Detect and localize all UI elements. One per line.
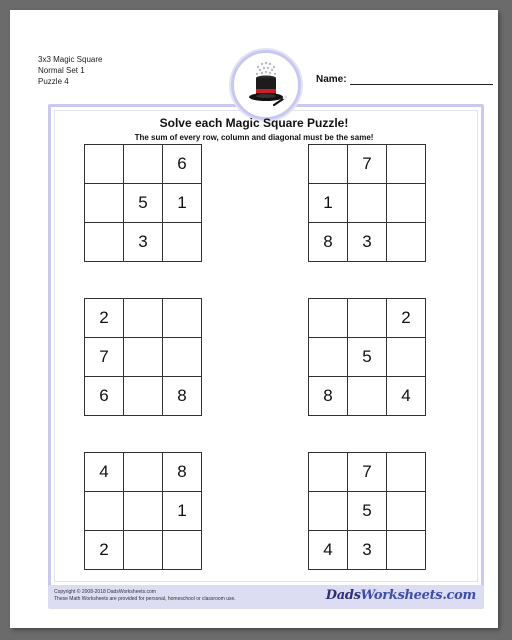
blank-answer-cell[interactable] [387,338,426,377]
given-number-cell: 4 [387,377,426,416]
given-number-cell: 8 [163,377,202,416]
magic-square-2 [308,144,426,262]
blank-answer-cell[interactable] [348,377,387,416]
blank-answer-cell[interactable] [124,453,163,492]
worksheet-instructions: The sum of every row, column and diagonal must be the same! [134,133,374,142]
blank-answer-cell[interactable] [124,338,163,377]
magic-square-4 [308,298,426,416]
blank-answer-cell[interactable] [163,338,202,377]
worksheet-type: 3x3 Magic Square [38,55,103,64]
dadsworksheets-logo: DadsWorksheets.com [325,588,476,603]
given-number-cell: 7 [348,453,387,492]
blank-answer-cell[interactable] [387,145,426,184]
usage-notice: These Math Worksheets are provided for personal, homeschool or classroom use. [54,596,236,602]
name-line[interactable] [350,84,493,85]
given-number-cell: 3 [348,531,387,570]
given-number-cell: 8 [163,453,202,492]
blank-answer-cell[interactable] [348,299,387,338]
blank-answer-cell[interactable] [387,531,426,570]
footer [48,585,484,609]
blank-answer-cell[interactable] [163,531,202,570]
magic-square-6 [308,452,426,570]
magic-hat-icon [234,53,298,117]
blank-answer-cell[interactable] [163,223,202,262]
copyright-text [54,589,236,603]
blank-answer-cell[interactable] [124,299,163,338]
given-number-cell: 5 [348,338,387,377]
given-number-cell: 6 [85,377,124,416]
given-number-cell: 6 [163,145,202,184]
given-number-cell: 2 [85,531,124,570]
given-number-cell: 1 [163,184,202,223]
given-number-cell: 7 [85,338,124,377]
given-number-cell: 4 [309,531,348,570]
blank-answer-cell[interactable] [309,145,348,184]
blank-answer-cell[interactable] [309,338,348,377]
blank-answer-cell[interactable] [85,223,124,262]
blank-answer-cell[interactable] [309,492,348,531]
magic-hat-badge [231,50,301,120]
given-number-cell: 5 [348,492,387,531]
given-number-cell: 4 [85,453,124,492]
worksheet-title: Solve each Magic Square Puzzle! [159,116,349,130]
name-label: Name: [316,74,347,85]
blank-answer-cell[interactable] [387,492,426,531]
given-number-cell: 2 [387,299,426,338]
blank-answer-cell[interactable] [124,531,163,570]
given-number-cell: 5 [124,184,163,223]
given-number-cell: 7 [348,145,387,184]
given-number-cell: 1 [163,492,202,531]
blank-answer-cell[interactable] [387,453,426,492]
given-number-cell: 3 [348,223,387,262]
magic-square-1 [84,144,202,262]
blank-answer-cell[interactable] [309,299,348,338]
blank-answer-cell[interactable] [124,145,163,184]
blank-answer-cell[interactable] [124,492,163,531]
blank-answer-cell[interactable] [85,184,124,223]
magic-square-3 [84,298,202,416]
copyright-line: Copyright © 2008-2018 DadsWorksheets.com [54,589,156,595]
given-number-cell: 1 [309,184,348,223]
given-number-cell: 8 [309,223,348,262]
blank-answer-cell[interactable] [348,184,387,223]
given-number-cell: 2 [85,299,124,338]
given-number-cell: 8 [309,377,348,416]
blank-answer-cell[interactable] [387,223,426,262]
given-number-cell: 3 [124,223,163,262]
blank-answer-cell[interactable] [124,377,163,416]
blank-answer-cell[interactable] [85,145,124,184]
worksheet-page [10,10,498,628]
worksheet-info [38,54,102,87]
worksheet-puzzle-number: Puzzle 4 [38,77,69,86]
worksheet-set: Normal Set 1 [38,66,85,75]
magic-square-5 [84,452,202,570]
blank-answer-cell[interactable] [85,492,124,531]
blank-answer-cell[interactable] [309,453,348,492]
blank-answer-cell[interactable] [163,299,202,338]
blank-answer-cell[interactable] [387,184,426,223]
